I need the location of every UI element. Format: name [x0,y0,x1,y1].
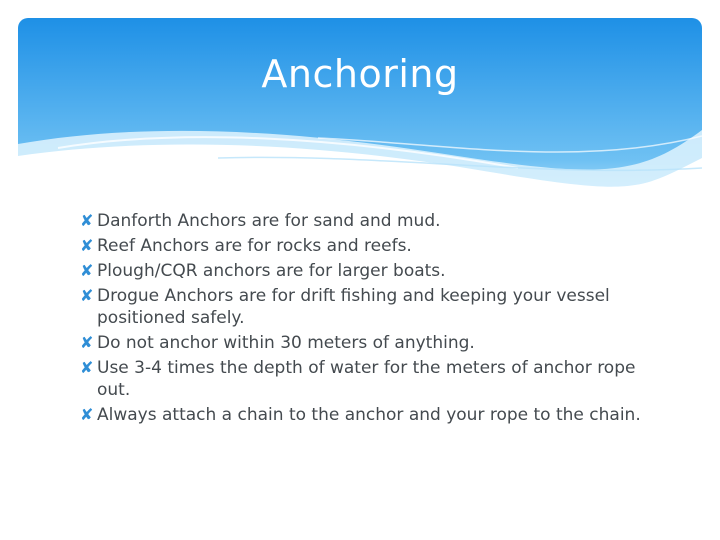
bullet-text: Danforth Anchors are for sand and mud. [97,211,441,231]
bullet-text: Reef Anchors are for rocks and reefs. [97,236,412,256]
x-mark-icon: ✘ [80,211,94,230]
bullet-text: Plough/CQR anchors are for larger boats. [97,261,446,281]
list-item [80,357,660,401]
title-banner [18,18,702,208]
slide-title: Anchoring [261,52,459,96]
bullet-list [80,210,660,429]
list-item [80,285,660,329]
bullet-text: Use 3-4 times the depth of water for the meters of anchor rope out. [97,358,636,400]
bullet-text: Do not anchor within 30 meters of anything. [97,333,475,353]
list-item [80,260,660,282]
bullet-text: Always attach a chain to the anchor and your rope to the chain. [97,405,641,425]
list-item [80,210,660,232]
x-mark-icon: ✘ [80,236,94,255]
list-item [80,235,660,257]
wave-banner-graphic [18,18,702,208]
x-mark-icon: ✘ [80,405,94,424]
x-mark-icon: ✘ [80,333,94,352]
bullet-text: Drogue Anchors are for drift fishing and keeping your vessel positioned safely. [97,286,610,328]
x-mark-icon: ✘ [80,358,94,377]
x-mark-icon: ✘ [80,286,94,305]
list-item [80,332,660,354]
x-mark-icon: ✘ [80,261,94,280]
list-item [80,404,660,426]
